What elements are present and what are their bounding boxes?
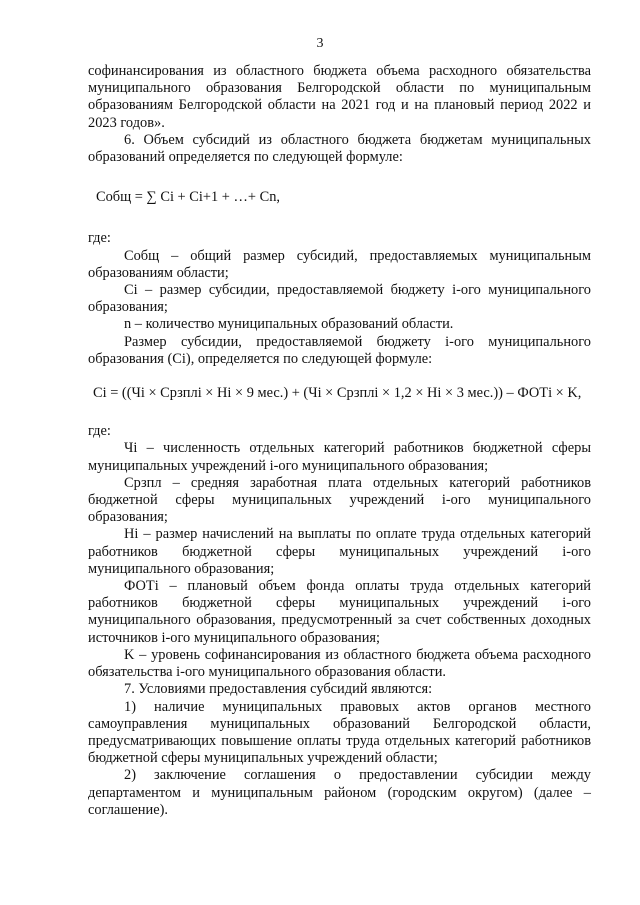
document-body bbox=[88, 63, 591, 819]
definition: Чi – численность отдельных категорий работников бюджетной сферы муниципальных учреждений i-ого муниципального образования; bbox=[88, 440, 591, 474]
where-label: где: bbox=[88, 230, 111, 247]
condition-item: 1) наличие муниципальных правовых актов органов местного самоуправления муниципальных образований Белгородской области, предусматривающих повышение оплаты труда отдельных категорий работников бюджетной сферы муниципальных учреждений области; bbox=[88, 698, 591, 767]
page-number: 3 bbox=[316, 36, 324, 51]
definition: Нi – размер начислений на выплаты по оплате труда отдельных категорий работников бюджетной сферы муниципальных учреждений i-ого муниципального образования; bbox=[88, 526, 591, 577]
definition: Срзпл – средняя заработная плата отдельных категорий работников бюджетной сферы муниципальных учреждений i-ого муниципального образования; bbox=[88, 474, 591, 526]
definition: K – уровень софинансирования из областного бюджета объема расходного обязательства i-ого муниципального образования области. bbox=[88, 646, 591, 681]
where-label: где: bbox=[88, 423, 111, 440]
formula-total-subsidy: Cобщ = ∑ Ci + Ci+1 + …+ Cn, bbox=[96, 189, 280, 206]
paragraph: софинансирования из областного бюджета объема расходного обязательства муниципального образования Белгородской области по муниципальным образованиям Белгородской области на 2021 год и на плановый период 2022 и 2023 годов». bbox=[88, 63, 591, 131]
definition: ФОТi – плановый объем фонда оплаты труда отдельных категорий работников бюджетной сферы муниципальных учреждений i-ого муниципального образования, предусмотренный за счет собственных доходных источников i-ого муниципального образования; bbox=[88, 578, 591, 646]
paragraph: 7. Условиями предоставления субсидий являются: bbox=[124, 681, 433, 698]
definition: Cобщ – общий размер субсидий, предоставляемых муниципальным образованиям области; bbox=[88, 247, 591, 281]
paragraph: Размер субсидии, предоставляемой бюджету i-ого муниципального образования (Ci), определяется по следующей формуле: bbox=[88, 333, 591, 367]
formula-subsidy-size: Ci = ((Чi × Срзплi × Нi × 9 мес.) + (Чi × Срзплi × 1,2 × Нi × 3 мес.)) – ФОТi × K, bbox=[93, 385, 582, 402]
definition: n – количество муниципальных образований области. bbox=[124, 316, 454, 333]
paragraph: 6. Объем субсидий из областного бюджета бюджетам муниципальных образований определяется по следующей формуле: bbox=[88, 131, 591, 166]
definition: Ci – размер субсидии, предоставляемой бюджету i-ого муниципального образования; bbox=[88, 282, 591, 316]
condition-item: 2) заключение соглашения о предоставлении субсидии между департаментом и муниципальным районом (городским округом) (далее – соглашение). bbox=[88, 767, 591, 818]
